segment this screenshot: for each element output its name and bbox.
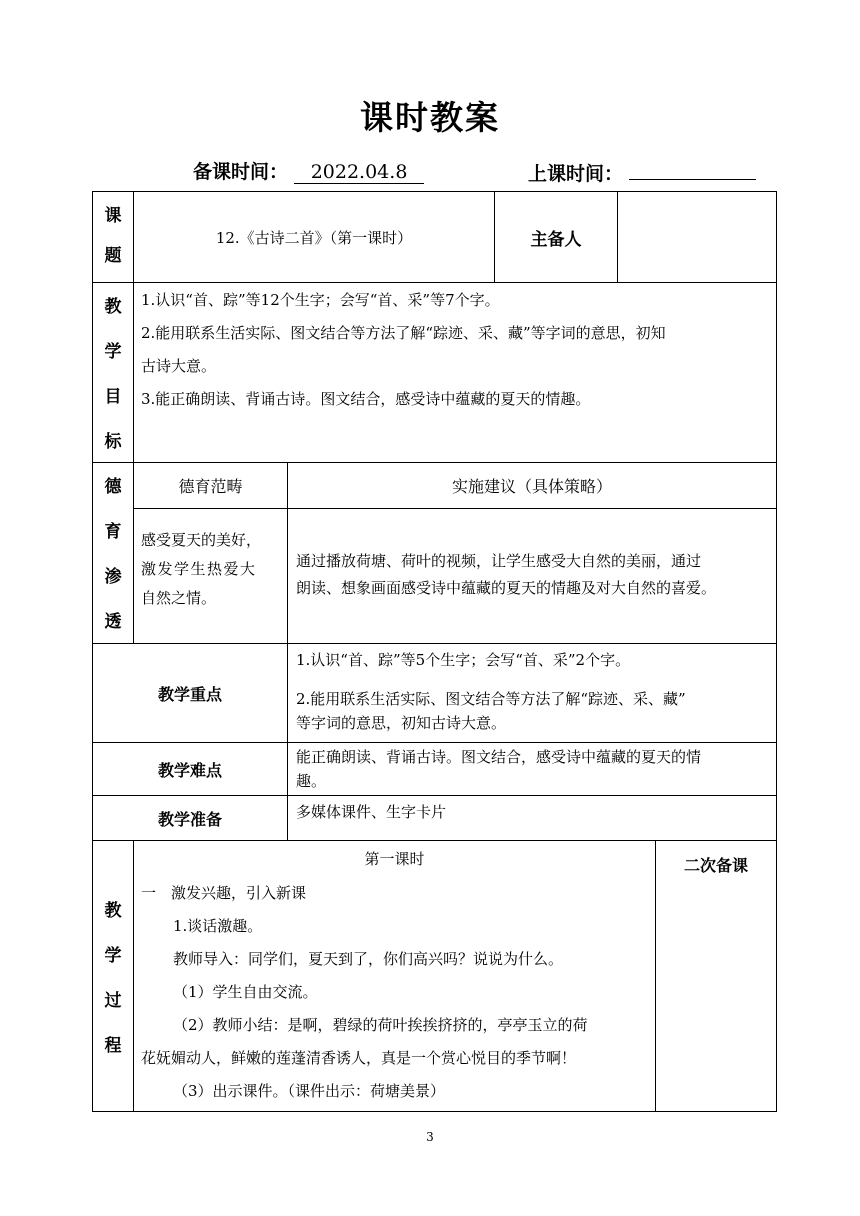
process-line: 一 激发兴趣，引入新课 <box>141 884 307 902</box>
class-time-value <box>629 157 756 180</box>
moral-strategy-header: 实施建议（具体策略） <box>451 477 612 496</box>
moral-label-char: 德 <box>104 477 122 497</box>
objectives-list <box>141 284 773 416</box>
objectives-label-char: 教 <box>104 297 122 317</box>
page-title: 课时教案 <box>360 98 500 137</box>
objective-item: 3.能正确朗读、背诵古诗。图文结合，感受诗中蕴藏的夏天的情趣。 <box>141 390 591 408</box>
key-point-line: 等字词的意思，初知古诗大意。 <box>296 714 507 732</box>
class-time <box>528 157 756 186</box>
key-point-line: 1.认识“首、踪”等5个生字；会写“首、采”2个字。 <box>296 651 631 669</box>
moral-label-char: 渗 <box>104 567 122 587</box>
moral-scope-text <box>141 526 285 613</box>
class-time-label: 上课时间： <box>528 163 624 185</box>
process-text <box>141 877 653 1108</box>
moral-strategy-text <box>296 548 774 602</box>
difficulty-line: 能正确朗读、背诵古诗。图文结合，感受诗中蕴藏的夏天的情 <box>296 748 702 766</box>
process-label-char: 学 <box>104 946 122 966</box>
process-label-char: 教 <box>104 901 122 921</box>
prep-time-value: 2022.04.8 <box>294 161 424 184</box>
moral-scope-line: 自然之情。 <box>141 589 217 607</box>
lead-teacher-value <box>618 192 776 282</box>
objectives-label-char: 目 <box>104 387 122 407</box>
prep-time-label: 备课时间： <box>193 161 289 183</box>
key-point-line: 2.能用联系生活实际、图文结合等方法了解“踪迹、采、藏” <box>296 690 686 708</box>
preparation-label: 教学准备 <box>157 809 222 829</box>
preparation-value: 多媒体课件、生字卡片 <box>296 803 447 821</box>
key-points-label: 教学重点 <box>157 684 222 704</box>
difficulty-line: 趣。 <box>296 772 327 790</box>
lead-teacher-label: 主备人 <box>530 229 582 250</box>
process-label <box>93 841 133 1111</box>
objective-item: 2.能用联系生活实际、图文结合等方法了解“踪迹、采、藏”等字词的意思，初知 <box>141 324 666 342</box>
process-label-char: 过 <box>104 991 122 1011</box>
process-line: 1.谈话激趣。 <box>173 917 263 935</box>
objective-item: 1.认识“首、踪”等12个生字；会写“首、采”等7个字。 <box>141 291 500 309</box>
moral-label <box>93 463 133 643</box>
page-number: 3 <box>426 1130 434 1144</box>
moral-scope-line: 感受夏天的美好， <box>141 531 262 549</box>
objective-item: 古诗大意。 <box>141 357 217 375</box>
difficulty-text <box>296 745 774 793</box>
topic-label <box>93 192 133 282</box>
prep-time <box>193 157 424 184</box>
moral-label-char: 育 <box>104 522 122 542</box>
process-line: 教师导入：同学们，夏天到了，你们高兴吗？说说为什么。 <box>173 950 564 968</box>
objectives-label-char: 标 <box>104 432 122 452</box>
moral-label-char: 透 <box>104 612 122 632</box>
moral-strategy-line: 通过播放荷塘、荷叶的视频，让学生感受大自然的美丽，通过 <box>296 552 702 570</box>
moral-scope-line: 激发学生热爱大 <box>141 560 257 578</box>
key-points-text <box>296 645 774 735</box>
difficulty-label: 教学难点 <box>157 760 222 780</box>
process-label-char: 程 <box>104 1036 122 1056</box>
moral-strategy-line: 朗读、想象画面感受诗中蕴藏的夏天的情趣及对大自然的喜爱。 <box>296 579 717 597</box>
process-line: 花妩媚动人，鲜嫩的莲蓬清香诱人，真是一个赏心悦目的季节啊！ <box>141 1049 577 1067</box>
process-line: （2）教师小结：是啊，碧绿的荷叶挨挨挤挤的，亭亭玉立的荷 <box>173 1016 588 1034</box>
topic-label-char: 题 <box>104 246 122 266</box>
objectives-label <box>93 283 133 462</box>
process-line: （1）学生自由交流。 <box>173 983 318 1001</box>
secondary-prep-label: 二次备课 <box>683 855 748 875</box>
topic-label-char: 课 <box>104 206 122 226</box>
objectives-label-char: 学 <box>104 342 122 362</box>
topic-value: 12.《古诗二首》（第一课时） <box>215 228 413 247</box>
moral-scope-header: 德育范畴 <box>178 477 243 496</box>
process-line: （3）出示课件。（课件出示：荷塘美景） <box>173 1082 446 1100</box>
session-title: 第一课时 <box>364 850 425 868</box>
